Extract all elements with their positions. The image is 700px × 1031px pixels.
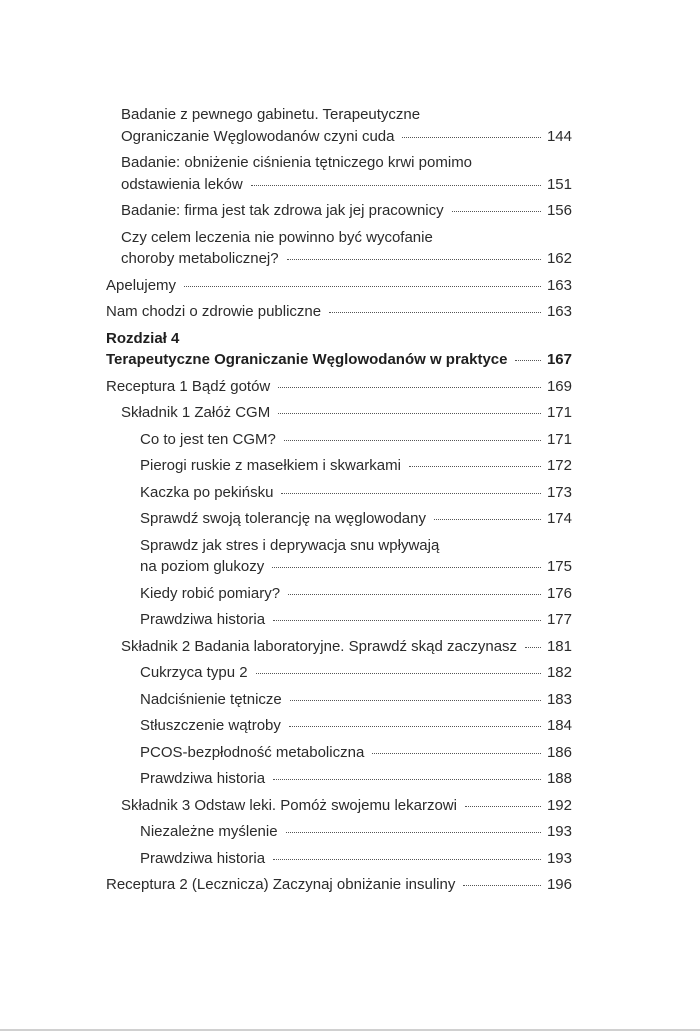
toc-entry-title: Terapeutyczne Ograniczanie Węglowodanów w praktyce <box>106 351 508 368</box>
toc-entry-title-line: Badanie z pewnego gabinetu. Terapeutyczne <box>121 106 421 123</box>
toc-entry <box>106 200 572 222</box>
toc-entry-line <box>106 376 572 398</box>
toc-entry-title-line: Czy celem leczenia nie powinno być wycofanie <box>121 228 433 246</box>
toc-entry <box>106 848 572 870</box>
dot-leader <box>289 726 541 727</box>
dot-leader <box>287 259 541 260</box>
dot-leader <box>463 885 541 886</box>
page-number: 176 <box>546 584 572 602</box>
toc-entry-line <box>140 583 572 605</box>
dot-leader <box>465 806 541 807</box>
page-number: 182 <box>546 664 572 681</box>
toc-entry-line <box>121 402 572 424</box>
toc-entry-title: choroby metabolicznej? <box>121 250 279 267</box>
toc-entry-title-line: Sprawdz jak stres i deprywacja snu wpływają <box>140 536 440 554</box>
dot-leader <box>184 286 541 287</box>
toc-entry <box>106 275 572 297</box>
toc-entry-line <box>140 848 572 870</box>
toc-entry-title: Receptura 2 (Lecznicza) Zaczynaj obniżanie insuliny <box>106 876 456 893</box>
toc-entry <box>106 104 572 147</box>
toc-entry-title: Cukrzyca typu 2 <box>140 664 248 681</box>
toc-entry-line <box>121 200 572 222</box>
toc-entry <box>106 455 572 477</box>
page-number: 196 <box>546 876 572 893</box>
page-number: 188 <box>546 770 572 787</box>
toc-entry-title: odstawienia leków <box>121 175 243 193</box>
toc-entry-title: Prawdziwa historia <box>140 849 266 867</box>
page-number: 163 <box>546 303 572 320</box>
page-number: 181 <box>546 637 572 655</box>
page-number: 171 <box>546 404 572 421</box>
page-number: 175 <box>546 558 572 575</box>
toc-entry-line <box>140 715 572 737</box>
toc-entry-title: Prawdziwa historia <box>140 770 266 787</box>
toc-entry-title: Sprawdź swoją tolerancję na węglowodany <box>140 510 426 527</box>
toc-entry <box>106 508 572 530</box>
dot-leader <box>273 859 541 860</box>
toc-entry-title: Receptura 1 Bądź gotów <box>106 377 271 395</box>
page-number: 174 <box>546 510 572 527</box>
page-number: 167 <box>546 351 572 368</box>
toc-entry-line <box>140 556 572 578</box>
toc-entry-title: na poziom glukozy <box>140 558 265 575</box>
toc-entry-title: Stłuszczenie wątroby <box>140 717 281 734</box>
toc-entry-line <box>140 455 572 477</box>
toc-entry-title: Składnik 3 Odstaw leki. Pomóż swojemu lekarzowi <box>121 796 457 814</box>
dot-leader <box>329 312 541 313</box>
toc-entry-line <box>121 126 572 148</box>
dot-leader <box>251 185 541 186</box>
toc-entry-line <box>140 609 572 631</box>
toc-entry <box>106 768 572 790</box>
dot-leader <box>372 753 541 754</box>
toc-entry-line <box>140 482 572 504</box>
toc-entry <box>106 376 572 398</box>
toc-entry-title: Badanie: firma jest tak zdrowa jak jej pracownicy <box>121 202 444 219</box>
toc-entry <box>106 609 572 631</box>
toc-entry-line <box>106 275 572 297</box>
toc-entry-title: Nam chodzi o zdrowie publiczne <box>106 303 322 320</box>
toc-entry <box>106 429 572 451</box>
dot-leader <box>434 519 541 520</box>
dot-leader <box>452 211 541 212</box>
chapter-label: Rozdział 4 <box>106 329 180 347</box>
toc-entry-line <box>140 689 572 711</box>
toc-entry <box>106 328 572 371</box>
toc-entry-line <box>106 874 572 896</box>
toc-entry <box>106 662 572 684</box>
dot-leader <box>402 137 540 138</box>
page-number: 162 <box>546 250 572 267</box>
toc-entry-title: Ograniczanie Węglowodanów czyni cuda <box>121 127 395 145</box>
page-number: 156 <box>546 202 572 219</box>
dot-leader <box>284 440 541 441</box>
toc-entry-line <box>121 174 572 196</box>
toc-entry-line <box>140 742 572 764</box>
dot-leader <box>273 779 541 780</box>
toc-entry-line <box>140 662 572 684</box>
toc-entry <box>106 535 572 578</box>
toc-entry-title: Niezależne myślenie <box>140 823 278 840</box>
toc-entry <box>106 402 572 424</box>
dot-leader <box>272 567 541 568</box>
toc-entry-line <box>106 349 572 371</box>
dot-leader <box>525 647 541 648</box>
toc-entry-line <box>140 508 572 530</box>
dot-leader <box>288 594 541 595</box>
page-number: 151 <box>546 175 572 193</box>
page-number: 193 <box>546 849 572 867</box>
page-number: 184 <box>546 717 572 734</box>
toc-entry <box>106 715 572 737</box>
toc-entry-title: Kaczka po pekińsku <box>140 483 274 501</box>
toc-entry <box>106 482 572 504</box>
toc-entry <box>106 583 572 605</box>
toc-entry <box>106 742 572 764</box>
toc-entry-title: Składnik 2 Badania laboratoryjne. Sprawdź skąd zaczynasz <box>121 637 518 655</box>
toc-entry-title: Nadciśnienie tętnicze <box>140 690 282 708</box>
toc-entry-line <box>106 301 572 323</box>
page-number: 169 <box>546 377 572 395</box>
toc-entry-line <box>140 768 572 790</box>
toc-entry-line <box>140 429 572 451</box>
dot-leader <box>256 673 541 674</box>
dot-leader <box>515 360 540 361</box>
table-of-contents <box>106 104 572 901</box>
toc-entry-line <box>140 821 572 843</box>
page-number: 183 <box>546 690 572 708</box>
page-number: 186 <box>546 743 572 761</box>
toc-entry-title: Składnik 1 Załóż CGM <box>121 404 271 421</box>
dot-leader <box>273 620 541 621</box>
toc-entry <box>106 636 572 658</box>
toc-entry-title: Co to jest ten CGM? <box>140 430 276 448</box>
page-number: 144 <box>546 127 572 145</box>
toc-entry-line <box>121 795 572 817</box>
toc-entry-line <box>121 636 572 658</box>
dot-leader <box>409 466 541 467</box>
page-number: 173 <box>546 483 572 501</box>
toc-entry-title-line: Badanie: obniżenie ciśnienia tętniczego krwi pomimo <box>121 154 473 171</box>
toc-entry <box>106 795 572 817</box>
toc-entry-title: Pierogi ruskie z masełkiem i skwarkami <box>140 457 401 474</box>
toc-entry-line <box>121 248 572 270</box>
toc-entry-title: Prawdziwa historia <box>140 611 266 628</box>
toc-entry <box>106 227 572 270</box>
toc-entry <box>106 821 572 843</box>
dot-leader <box>281 493 541 494</box>
dot-leader <box>290 700 541 701</box>
page-number: 171 <box>546 430 572 448</box>
page-number: 163 <box>546 276 572 294</box>
toc-entry <box>106 152 572 195</box>
toc-entry <box>106 689 572 711</box>
toc-entry <box>106 301 572 323</box>
page-number: 177 <box>546 611 572 628</box>
toc-entry-title: PCOS-bezpłodność metaboliczna <box>140 743 365 761</box>
toc-entry-title: Kiedy robić pomiary? <box>140 584 281 602</box>
dot-leader <box>286 832 541 833</box>
page-number: 193 <box>546 823 572 840</box>
page-number: 192 <box>546 796 572 814</box>
page-number: 172 <box>546 457 572 474</box>
dot-leader <box>278 413 541 414</box>
toc-entry <box>106 874 572 896</box>
dot-leader <box>278 387 541 388</box>
toc-entry-title: Apelujemy <box>106 276 177 294</box>
